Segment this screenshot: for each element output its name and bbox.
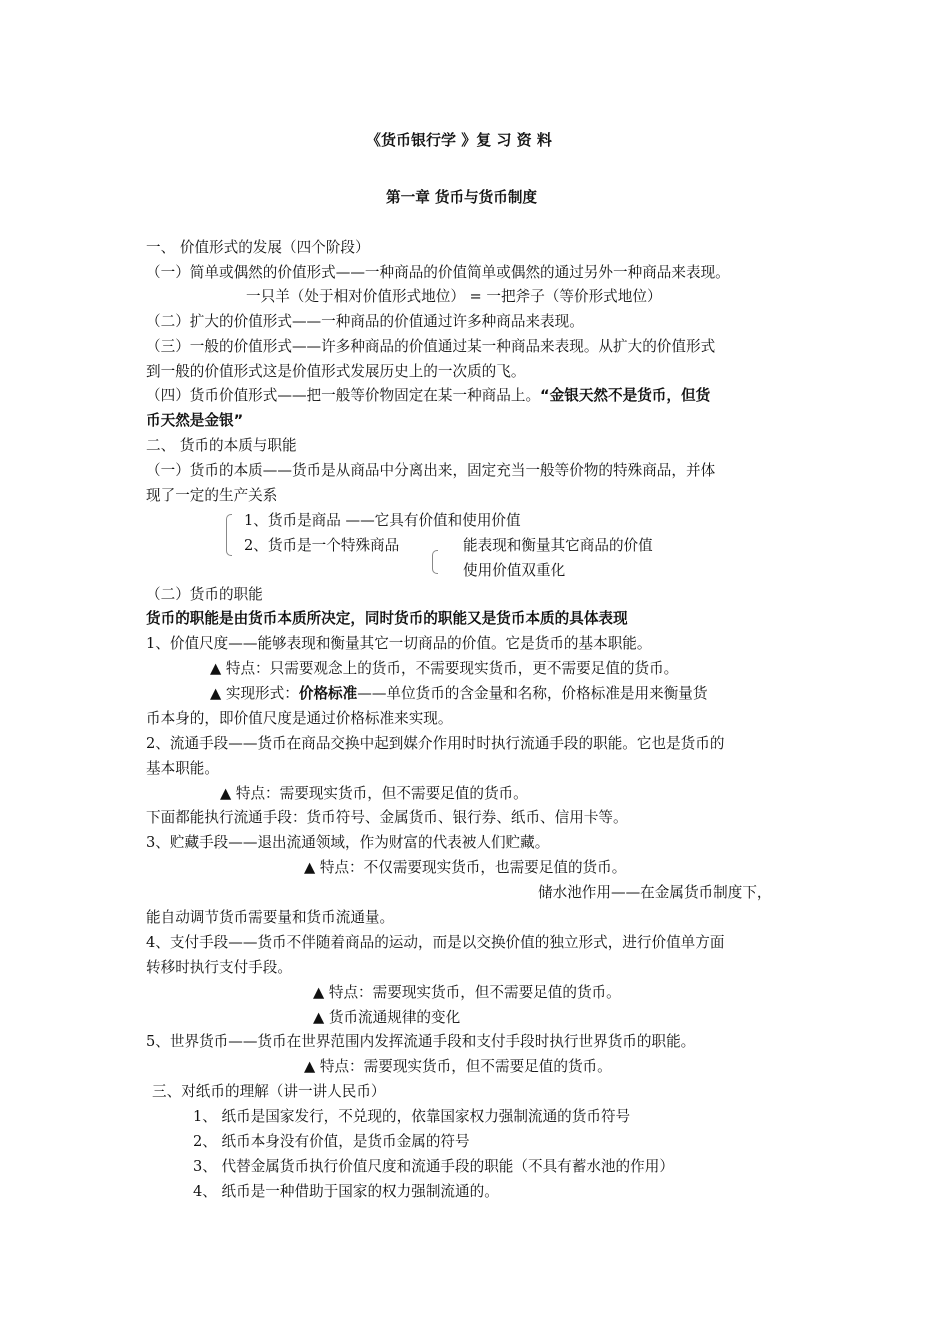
paragraph-line: 现了一定的生产关系 [146,487,278,504]
paragraph-line: 基本职能。 [146,760,219,777]
paragraph-line [146,386,710,406]
document-title: 《货币银行学 》复 习 资 料 [366,131,552,149]
paragraph-line: 2、流通手段——货币在商品交换中起到媒介作用时时执行流通手段的职能。它也是货币的 [146,735,725,752]
list-item: 4、 纸币是一种借助于国家的权力强制流通的。 [193,1183,499,1200]
paragraph-line: （三）一般的价值形式——许多种商品的价值通过某一种商品来表现。从扩大的价值形式 [146,338,716,355]
bullet-line [210,684,708,704]
section-heading: 一、 价值形式的发展（四个阶段） [146,239,370,256]
paragraph-line: 能自动调节货币需要量和货币流通量。 [146,909,395,926]
paragraph-line: 4、支付手段——货币不伴随着商品的运动，而是以交换价值的独立形式，进行价值单方面 [146,934,725,951]
paragraph-line: 币本身的，即价值尺度是通过价格标准来实现。 [146,710,453,727]
list-item: 使用价值双重化 [463,562,566,579]
bullet-line: ▲ 特点：不仅需要现实货币，也需要足值的货币。 [304,859,627,876]
brace-decoration [432,550,438,574]
list-item: 3、 代替金属货币执行价值尺度和流通手段的职能（不具有蓄水池的作用） [193,1158,674,1175]
section-heading: 二、 货币的本质与职能 [146,437,297,454]
list-item: 1、货币是商品 ——它具有价值和使用价值 [244,512,521,529]
list-item: 2、货币是一个特殊商品 [244,537,400,554]
paragraph-line: 3、贮藏手段——退出流通领域，作为财富的代表被人们贮藏。 [146,834,550,851]
paragraph-line: （二）货币的职能 [146,586,263,603]
list-item: 1、 纸币是国家发行，不兑现的，依靠国家权力强制流通的货币符号 [193,1108,631,1125]
bullet-line: ▲ 特点：只需要观念上的货币，不需要现实货币，更不需要足值的货币。 [210,660,679,677]
chapter-heading: 第一章 货币与货币制度 [386,189,538,206]
list-item: 2、 纸币本身没有价值，是货币金属的符号 [193,1133,470,1150]
bold-term: 价格标准 [298,685,358,702]
paragraph-line: 转移时执行支付手段。 [146,959,292,976]
paragraph-line: （一）货币的本质——货币是从商品中分离出来，固定充当一般等价物的特殊商品，并体 [146,462,716,479]
bullet-line: ▲ 特点：需要现实货币，但不需要足值的货币。 [220,785,528,802]
bullet-line: ▲ 特点：需要现实货币，但不需要足值的货币。 [304,1058,612,1075]
paragraph-text: （四）货币价值形式——把一般等价物固定在某一种商品上。 [146,387,541,404]
bullet-line: ▲ 特点：需要现实货币，但不需要足值的货币。 [313,984,621,1001]
paragraph-line: 到一般的价值形式这是价值形式发展历史上的一次质的飞。 [146,363,526,380]
paragraph-line: 储水池作用——在金属货币制度下， [538,884,772,901]
paragraph-line: 一只羊（处于相对价值形式地位） = 一把斧子（等价形式地位） [246,288,662,305]
bullet-line: ▲ 货币流通规律的变化 [313,1009,461,1026]
paragraph-line: （一）简单或偶然的价值形式——一种商品的价值简单或偶然的通过另外一种商品来表现。 [146,264,730,281]
list-item: 能表现和衡量其它商品的价值 [463,537,653,554]
paragraph-line: 下面都能执行流通手段：货币符号、金属货币、银行券、纸币、信用卡等。 [146,809,628,826]
paragraph-line: 5、世界货币——货币在世界范围内发挥流通手段和支付手段时执行世界货币的职能。 [146,1033,696,1050]
bold-statement: 货币的职能是由货币本质所决定，同时货币的职能又是货币本质的具体表现 [146,610,628,627]
paragraph-line: （二）扩大的价值形式——一种商品的价值通过许多种商品来表现。 [146,313,584,330]
section-heading: 三、对纸币的理解（讲一讲人民币） [152,1083,386,1100]
bold-quote: “金银天然不是货币，但货 [540,387,711,404]
bullet-text: ——单位货币的含金量和名称，价格标准是用来衡量货 [357,685,708,702]
brace-decoration [226,514,232,556]
paragraph-line: 1、价值尺度——能够表现和衡量其它一切商品的价值。它是货币的基本职能。 [146,635,652,652]
bold-quote: 币天然是金银” [146,412,244,429]
bullet-text: ▲ 实现形式： [210,685,299,702]
